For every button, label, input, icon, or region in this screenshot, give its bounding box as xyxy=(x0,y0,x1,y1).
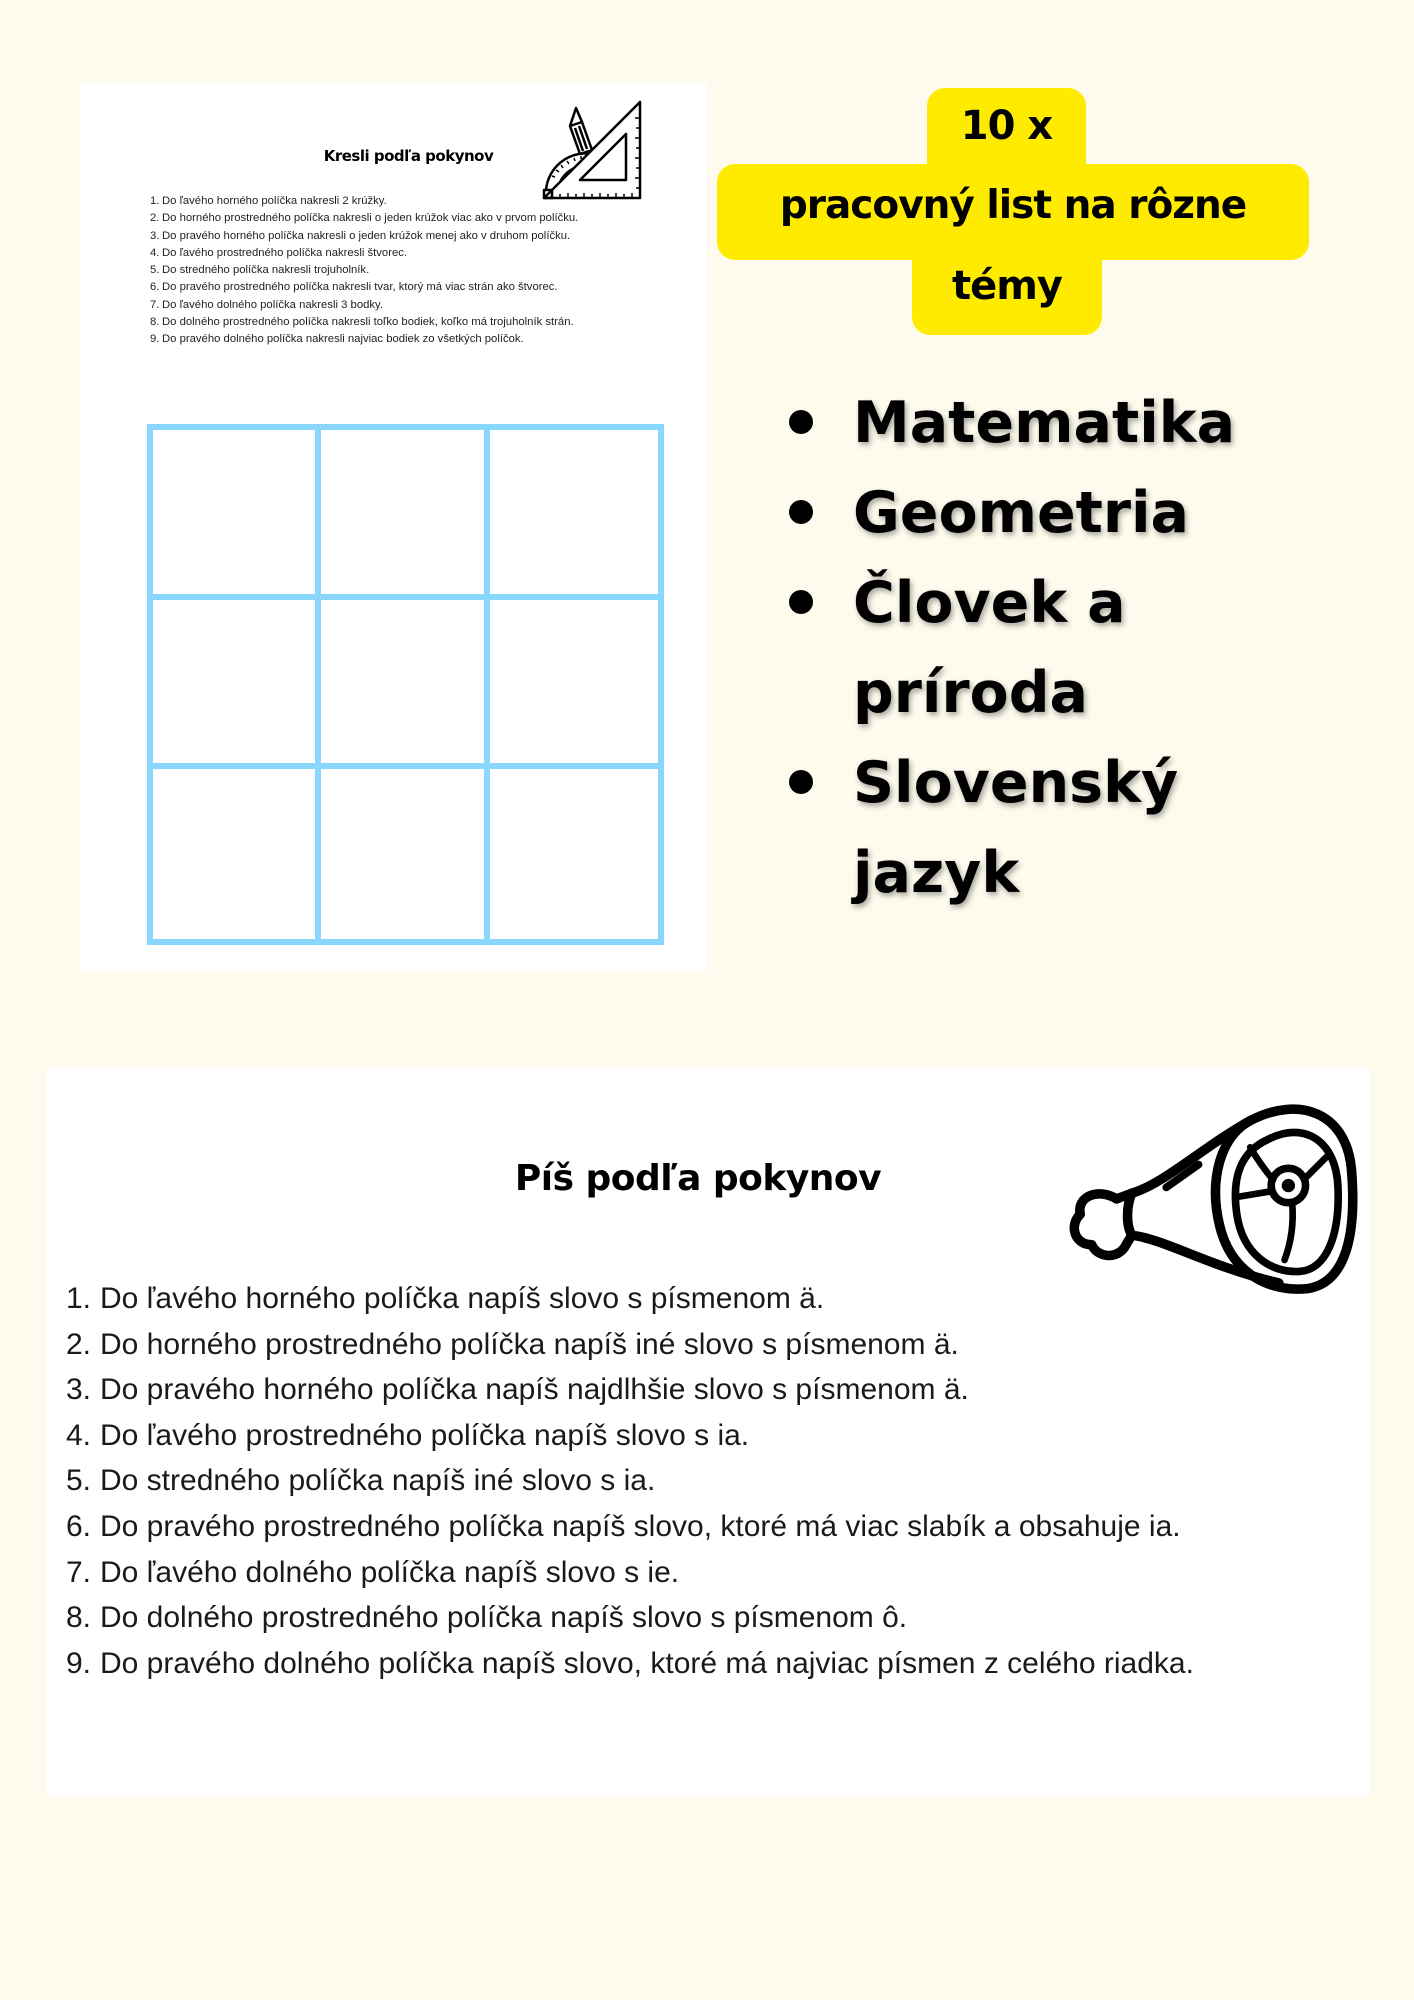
instruction-number: 6. xyxy=(66,1509,92,1543)
instruction-text: Do pravého horného políčka nakresli o jeden krúžok menej ako v druhom políčku. xyxy=(162,229,571,242)
instruction-number: 4. xyxy=(66,1418,92,1452)
instruction-item xyxy=(66,1413,1356,1459)
instruction-text: Do ľavého horného políčka nakresli 2 krúžky. xyxy=(162,195,387,207)
grid-cell-bottom-left xyxy=(153,769,321,939)
instruction-text: Do pravého horného políčka napíš najdlhšie slovo s písmenom ä. xyxy=(100,1373,969,1407)
instruction-item xyxy=(66,1595,1356,1641)
instruction-number: 1. xyxy=(150,195,160,207)
instruction-item xyxy=(150,210,670,227)
badge-headline: pracovný list na rôzne xyxy=(779,183,1247,228)
instruction-text: Do horného prostredného políčka napíš iné slovo s písmenom ä. xyxy=(100,1327,959,1361)
instruction-item xyxy=(150,245,670,262)
subject-item xyxy=(786,558,1306,738)
instruction-item xyxy=(66,1276,1356,1322)
instruction-item xyxy=(150,297,670,314)
badge-headline-end: témy xyxy=(951,263,1062,309)
grid-cell-middle-left xyxy=(153,600,321,770)
instruction-number: 5. xyxy=(66,1464,92,1498)
drawing-grid-3x3 xyxy=(147,424,664,945)
instruction-item xyxy=(150,279,670,296)
bullet-icon xyxy=(789,500,813,524)
instruction-text: Do pravého dolného políčka nakresli najviac bodiek zo všetkých políčok. xyxy=(162,333,524,346)
subject-item xyxy=(786,378,1306,468)
drawing-instructions-list xyxy=(150,193,670,349)
instruction-item xyxy=(150,193,670,210)
geometry-tools-icon xyxy=(540,98,644,202)
instruction-text: Do ľavého dolného políčka nakresli 3 bodky. xyxy=(162,298,384,311)
instruction-number: 4. xyxy=(150,246,160,259)
instruction-number: 8. xyxy=(150,316,160,329)
instruction-item xyxy=(150,228,670,245)
bullet-icon xyxy=(789,410,813,434)
instruction-number: 3. xyxy=(66,1373,92,1407)
subject-label: Matematika xyxy=(853,390,1236,456)
instruction-item xyxy=(66,1550,1356,1596)
instruction-item xyxy=(150,314,670,331)
instruction-item xyxy=(66,1367,1356,1413)
writing-instructions-list xyxy=(66,1276,1356,1686)
instruction-text: Do dolného prostredného políčka nakresli toľko bodiek, koľko má trojuholník strán. xyxy=(162,316,574,329)
instruction-number: 8. xyxy=(66,1601,92,1635)
instruction-number: 9. xyxy=(66,1646,92,1680)
instruction-text: Do stredného políčka nakresli trojuholník. xyxy=(162,264,370,277)
instruction-number: 7. xyxy=(150,298,160,311)
grid-cell-bottom-middle xyxy=(321,769,489,939)
subject-item xyxy=(786,738,1306,918)
subject-label: Geometria xyxy=(853,480,1190,546)
grid-cell-center xyxy=(321,600,489,770)
instruction-text: Do ľavého prostredného políčka nakresli štvorec. xyxy=(162,246,408,259)
subject-item xyxy=(786,468,1306,558)
worksheet-title-text: Píš podľa pokynov xyxy=(514,1158,882,1199)
instruction-number: 7. xyxy=(66,1555,92,1589)
instruction-item xyxy=(66,1322,1356,1368)
instruction-text: Do dolného prostredného políčka napíš slovo s písmenom ô. xyxy=(100,1601,908,1635)
instruction-text: Do ľavého dolného políčka napíš slovo s ie. xyxy=(100,1555,680,1589)
instruction-number: 2. xyxy=(150,212,160,225)
grid-cell-bottom-right xyxy=(490,769,658,939)
instruction-number: 9. xyxy=(150,333,160,346)
instruction-item xyxy=(150,262,670,279)
subject-label: Slovenský jazyk xyxy=(853,750,1179,906)
instruction-text: Do stredného políčka napíš iné slovo s ia. xyxy=(100,1464,656,1498)
instruction-number: 6. xyxy=(150,281,160,294)
instruction-text: Do ľavého horného políčka napíš slovo s písmenom ä. xyxy=(100,1282,825,1315)
grid-cell-top-right xyxy=(490,430,658,600)
instruction-text: Do pravého dolného políčka napíš slovo, ktoré má najviac písmen z celého riadka. xyxy=(100,1646,1194,1680)
grid-cell-top-left xyxy=(153,430,321,600)
instruction-item xyxy=(66,1641,1356,1687)
instruction-number: 1. xyxy=(66,1282,92,1315)
grid-cell-top-middle xyxy=(321,430,489,600)
ham-leg-icon xyxy=(1058,1092,1366,1302)
subject-label: Človek a príroda xyxy=(853,570,1126,726)
bullet-icon xyxy=(789,590,813,614)
instruction-text: Do pravého prostredného políčka nakresli tvar, ktorý má viac strán ako štvorec. xyxy=(162,281,558,294)
worksheet-title-text: Kresli podľa pokynov xyxy=(323,147,494,165)
instruction-item xyxy=(66,1504,1356,1550)
grid-cell-middle-right xyxy=(490,600,658,770)
instruction-text: Do ľavého prostredného políčka napíš slovo s ia. xyxy=(100,1418,750,1452)
worksheet-preview-writing xyxy=(46,1068,1370,1796)
instruction-number: 2. xyxy=(66,1327,92,1361)
instruction-item xyxy=(66,1458,1356,1504)
instruction-text: Do horného prostredného políčka nakresli o jeden krúžok viac ako v prvom políčku. xyxy=(162,212,579,225)
subjects-list xyxy=(786,378,1306,918)
worksheet-preview-drawing xyxy=(80,83,707,971)
instruction-text: Do pravého prostredného políčka napíš slovo, ktoré má viac slabík a obsahuje ia. xyxy=(100,1509,1181,1543)
instruction-item xyxy=(150,331,670,348)
instruction-number: 3. xyxy=(150,229,160,242)
bullet-icon xyxy=(789,770,813,794)
instruction-number: 5. xyxy=(150,264,160,277)
badge-count: 10 x xyxy=(960,103,1053,149)
